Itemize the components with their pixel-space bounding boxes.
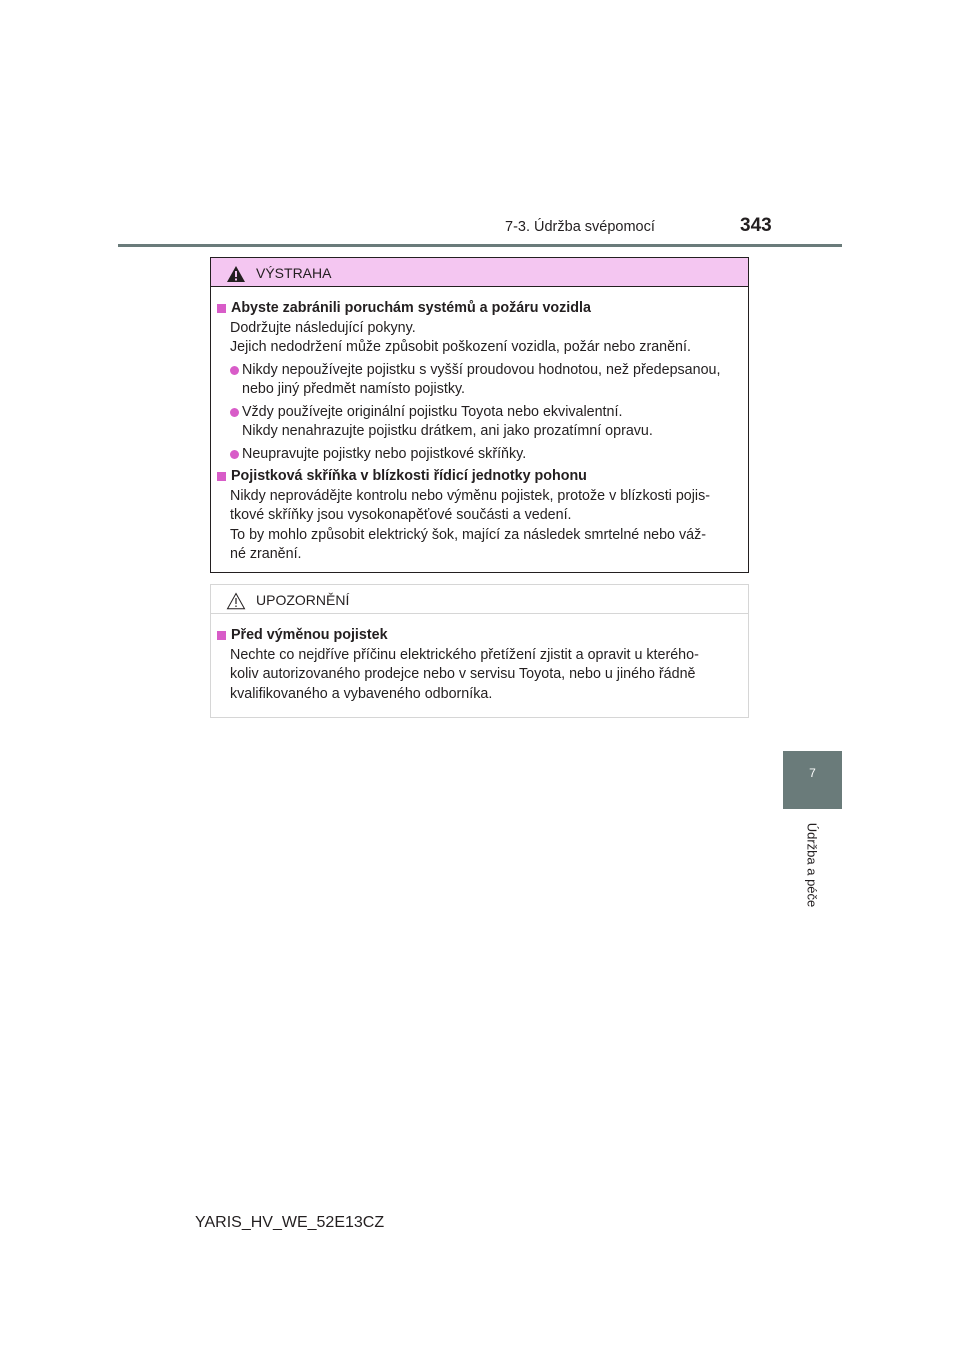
warning-box — [210, 257, 749, 573]
bullet-line: nebo jiný předmět namísto pojistky. — [242, 381, 466, 397]
body-line: To by mohlo způsobit elektrický šok, mající za následek smrtelné nebo váž- — [230, 526, 706, 543]
bullet-line: Vždy používejte originální pojistku Toyota nebo ekvivalentní. — [242, 403, 623, 420]
warning-triangle-outline-icon — [226, 592, 246, 610]
warning-title: VÝSTRAHA — [256, 265, 332, 281]
caution-content — [211, 614, 748, 704]
body-line: koliv autorizovaného prodejce nebo v servisu Toyota, nebo u jiného řádně — [230, 666, 696, 682]
caution-header — [211, 585, 748, 614]
chapter-number: 7 — [809, 766, 816, 780]
body-line: Nikdy neprovádějte kontrolu nebo výměnu pojistek, protože v blízkosti pojis- — [230, 487, 710, 504]
body-line: kvalifikovaného a vybaveného odborníka. — [230, 685, 493, 702]
warning-header — [211, 258, 748, 287]
header-rule — [118, 244, 842, 247]
body-line: tkové skříňky jsou vysokonapěťové součásti a vedení. — [230, 507, 572, 523]
bullet-item — [217, 403, 742, 442]
bullet-line: Nikdy nenahrazujte pojistku drátkem, ani jako prozatímní opravu. — [242, 423, 653, 439]
chapter-tab — [783, 751, 842, 809]
page-number: 343 — [740, 215, 772, 236]
chapter-title: Údržba a péče — [804, 822, 820, 908]
section-heading: Před výměnou pojistek — [217, 626, 742, 646]
section-title: 7-3. Údržba svépomocí — [505, 219, 655, 235]
bullet-item — [217, 361, 742, 400]
caution-title: UPOZORNĚNÍ — [256, 592, 350, 608]
body-line: Jejich nedodržení může způsobit poškození vozidla, požár nebo zranění. — [230, 339, 691, 355]
bullet-line: Nikdy nepoužívejte pojistku s vyšší proudovou hodnotou, než předepsanou, — [242, 361, 721, 378]
caution-box — [210, 584, 749, 718]
warning-content — [211, 287, 748, 565]
bullet-line: Neupravujte pojistky nebo pojistkové skříňky. — [242, 445, 527, 462]
warning-triangle-filled-icon — [226, 265, 246, 283]
body-line: Nechte co nejdříve příčinu elektrického přetížení zjistit a opravit u kterého- — [230, 646, 699, 663]
document-code: YARIS_HV_WE_52E13CZ — [195, 1214, 385, 1231]
body-line: Dodržujte následující pokyny. — [230, 319, 416, 336]
body-line: né zranění. — [230, 546, 302, 562]
section-heading: Abyste zabránili poruchám systémů a požáru vozidla — [217, 299, 742, 319]
section-heading: Pojistková skříňka v blízkosti řídicí jednotky pohonu — [217, 467, 742, 487]
bullet-item — [217, 445, 742, 465]
